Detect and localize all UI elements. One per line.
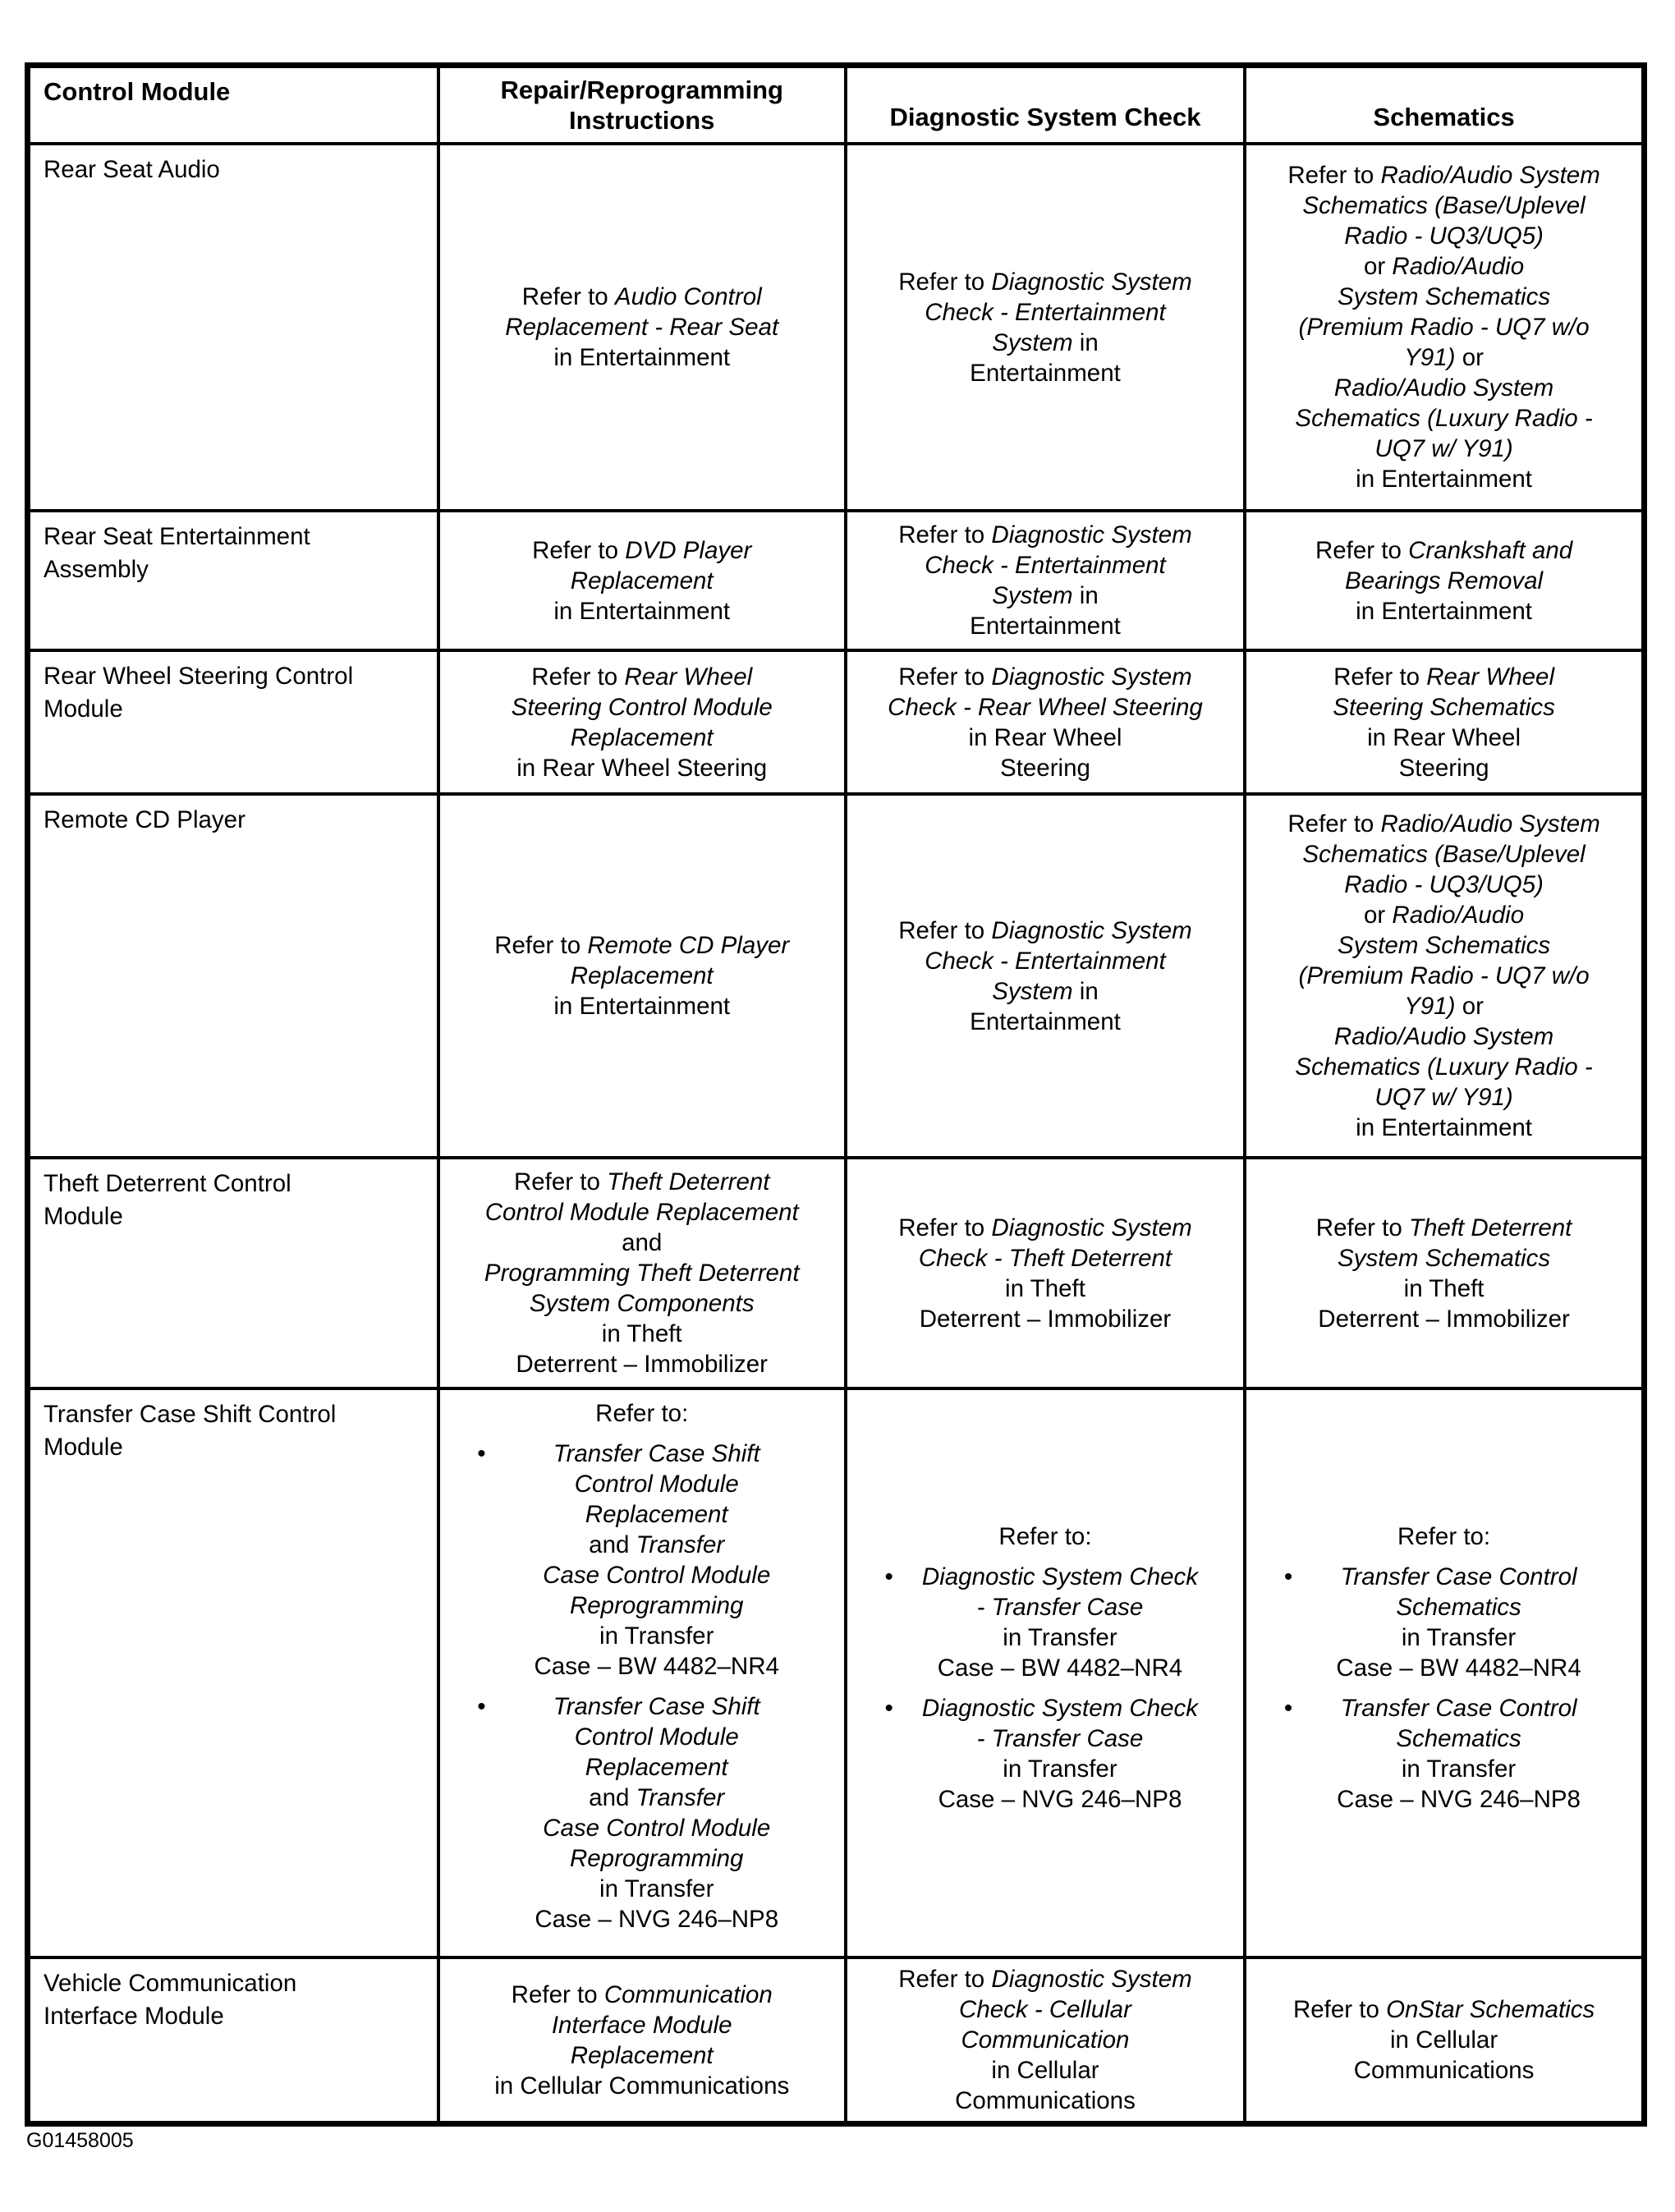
control-module-reference-table [25,62,1647,2127]
bullet-icon: • [477,1440,486,1467]
repair-instructions-cell: Refer to DVD Player Replacement in Entertainment [438,511,846,650]
bullet-item [448,1691,836,1934]
bullet-text: Transfer Case Control Schematics in Transfer Case – NVG 246–NP8 [1337,1695,1581,1813]
bullet-text: Transfer Case Control Schematics in Transfer Case – BW 4482–NR4 [1336,1563,1581,1682]
diagnostic-check-cell [846,1388,1245,1957]
repair-instructions-cell: Refer to Rear Wheel Steering Control Module Replacement in Rear Wheel Steering [438,650,846,794]
schematics-cell: Refer to Rear Wheel Steering Schematics in Rear Wheel Steering [1245,650,1644,794]
schematics-cell [1245,1388,1644,1957]
bullet-icon: • [884,1563,893,1590]
col-header-diagnostic-system-check: Diagnostic System Check [846,66,1245,145]
control-module-cell: Vehicle Communication Interface Module [28,1957,438,2124]
row-theft-deterrent-control-module [28,1158,1645,1388]
bullet-item [1255,1693,1633,1815]
diagnostic-check-cell: Refer to Diagnostic System Check - Entertainment System in Entertainment [846,511,1245,650]
row-transfer-case-shift-control-module [28,1388,1645,1957]
schematics-cell: Refer to Crankshaft and Bearings Removal in Entertainment [1245,511,1644,650]
bullet-icon: • [884,1695,893,1722]
control-module-cell: Theft Deterrent Control Module [28,1158,438,1388]
bullet-item [448,1439,836,1682]
bullet-text: Diagnostic System Check - Transfer Case in Transfer Case – BW 4482–NR4 [921,1563,1199,1682]
refer-to-intro: Refer to: [998,1523,1092,1550]
schematics-cell: Refer to Theft Deterrent System Schematics in Theft Deterrent – Immobilizer [1245,1158,1644,1388]
row-rear-wheel-steering-control-module [28,650,1645,794]
col-header-schematics: Schematics [1245,66,1644,145]
refer-to-intro: Refer to: [1397,1523,1491,1550]
row-rear-seat-entertainment-assembly [28,511,1645,650]
col-header-repair-instructions: Repair/Reprogramming Instructions [438,66,846,145]
control-module-cell: Remote CD Player [28,794,438,1158]
figure-id: G01458005 [26,2129,134,2152]
bullet-item [1255,1562,1633,1683]
bullet-icon: • [477,1693,486,1720]
bullet-text: Diagnostic System Check - Transfer Case in Transfer Case – NVG 246–NP8 [921,1695,1199,1813]
diagnostic-check-cell: Refer to Diagnostic System Check - Entertainment System in Entertainment [846,144,1245,511]
control-module-cell: Transfer Case Shift Control Module [28,1388,438,1957]
bullet-text: Transfer Case Shift Control Module Replacement and Transfer Case Control Module Reprogramming in Transfer Case – NVG 246–NP8 [535,1693,779,1933]
row-vehicle-communication-interface-module [28,1957,1645,2124]
schematics-cell: Refer to Radio/Audio System Schematics (Base/Uplevel Radio - UQ3/UQ5) or Radio/Audio System Schematics (Premium Radio - UQ7 w/o Y91) or Radio/Audio System Schematics (Luxury Radio - UQ7 w/ Y91) in Entertainment [1245,794,1644,1158]
repair-instructions-cell [438,1388,846,1957]
bullet-item [856,1562,1235,1683]
refer-to-intro: Refer to: [595,1400,689,1427]
schematics-cell: Refer to Radio/Audio System Schematics (Base/Uplevel Radio - UQ3/UQ5) or Radio/Audio System Schematics (Premium Radio - UQ7 w/o Y91) or Radio/Audio System Schematics (Luxury Radio - UQ7 w/ Y91) in Entertainment [1245,144,1644,511]
header-row [28,66,1645,145]
diagnostic-check-cell: Refer to Diagnostic System Check - Entertainment System in Entertainment [846,794,1245,1158]
bullet-icon: • [1283,1563,1293,1590]
schematics-cell: Refer to OnStar Schematics in Cellular Communications [1245,1957,1644,2124]
diagnostic-check-cell: Refer to Diagnostic System Check - Theft Deterrent in Theft Deterrent – Immobilizer [846,1158,1245,1388]
repair-instructions-cell: Refer to Communication Interface Module Replacement in Cellular Communications [438,1957,846,2124]
diagnostic-check-cell: Refer to Diagnostic System Check - Cellular Communication in Cellular Communications [846,1957,1245,2124]
control-module-cell: Rear Seat Entertainment Assembly [28,511,438,650]
control-module-cell: Rear Seat Audio [28,144,438,511]
bullet-text: Transfer Case Shift Control Module Replacement and Transfer Case Control Module Reprogramming in Transfer Case – BW 4482–NR4 [534,1440,779,1680]
bullet-icon: • [1283,1695,1293,1722]
control-module-cell: Rear Wheel Steering Control Module [28,650,438,794]
row-rear-seat-audio [28,144,1645,511]
col-header-control-module: Control Module [28,66,438,145]
diagnostic-check-cell: Refer to Diagnostic System Check - Rear Wheel Steering in Rear Wheel Steering [846,650,1245,794]
repair-instructions-cell: Refer to Remote CD Player Replacement in Entertainment [438,794,846,1158]
bullet-item [856,1693,1235,1815]
row-remote-cd-player [28,794,1645,1158]
repair-instructions-cell: Refer to Audio Control Replacement - Rear Seat in Entertainment [438,144,846,511]
repair-instructions-cell: Refer to Theft Deterrent Control Module Replacement and Programming Theft Deterrent System Components in Theft Deterrent – Immobilizer [438,1158,846,1388]
